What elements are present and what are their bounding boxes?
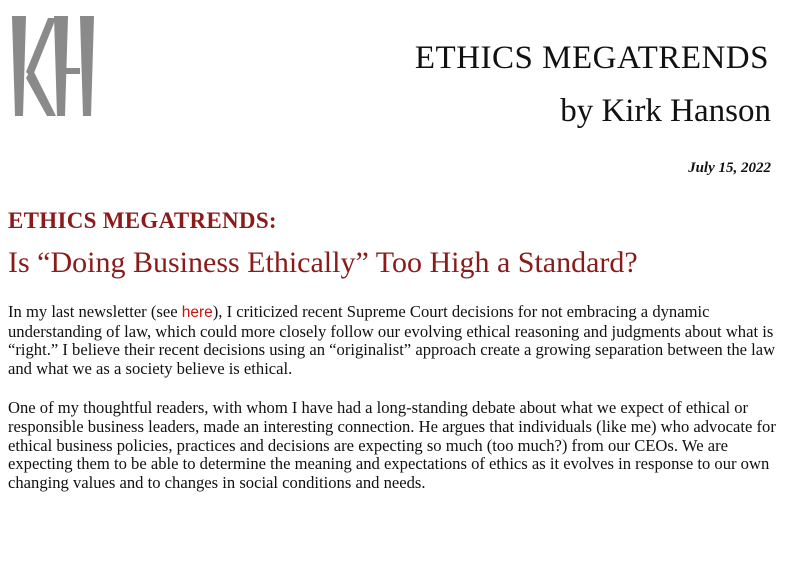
- newsletter-title: ETHICS MEGATRENDS: [414, 40, 769, 76]
- author-byline: by Kirk Hanson: [560, 93, 771, 129]
- article-headline: Is “Doing Business Ethically” Too High a Standard?: [8, 246, 638, 279]
- paragraph-1-text-end: ), I criticized recent Supreme Court decisions for not embracing a dynamic understanding of law, which could more closely follow our evolving ethical reasoning and judgments about what is “right.” I believe their recent decisions using an “originalist” approach create a growing separation between the law and what we as a society believe is ethical.: [8, 302, 776, 378]
- previous-newsletter-link[interactable]: here: [181, 304, 213, 321]
- issue-date: July 15, 2022: [688, 160, 771, 176]
- paragraph-1: [8, 303, 783, 378]
- article-kicker: ETHICS MEGATRENDS:: [8, 208, 277, 233]
- kh-logo: [8, 12, 98, 122]
- paragraph-1-text-start: In my last newsletter (see: [8, 302, 182, 321]
- article-body: [8, 303, 783, 513]
- paragraph-2: One of my thoughtful readers, with whom I have had a long-standing debate about what we expect of ethical or responsible business leaders, made an interesting connection. He argues that individuals (like me) who advocate for ethical business policies, practices and decisions are expecting so much (too much?) from our CEOs. We are expecting them to be able to determine the meaning and expectations of ethics as it evolves in response to our own changing values and to changes in social conditions and needs.: [8, 398, 776, 492]
